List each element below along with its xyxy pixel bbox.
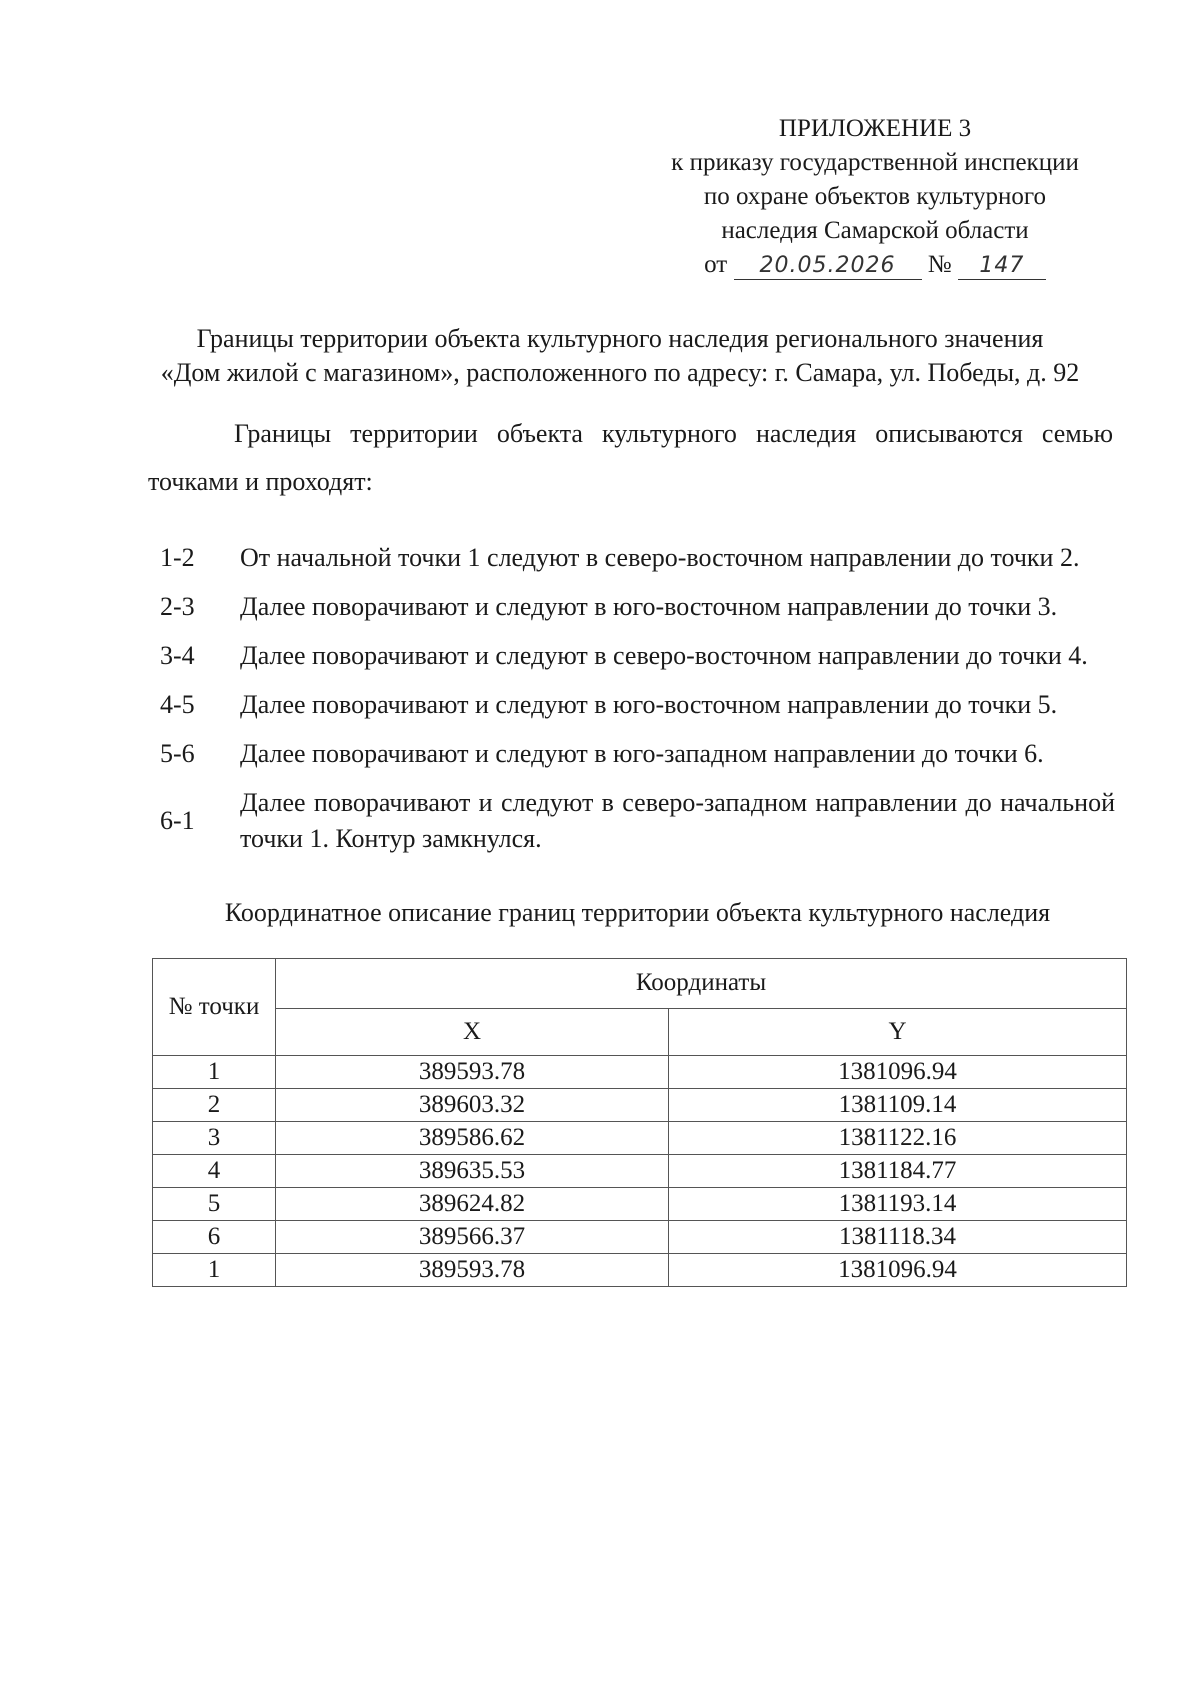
x-cell: 389593.78 (276, 1254, 669, 1287)
y-cell: 1381184.77 (669, 1155, 1127, 1188)
coordinates-header: Координаты (276, 959, 1127, 1009)
y-cell: 1381193.14 (669, 1188, 1127, 1221)
point-cell: 3 (153, 1122, 276, 1155)
appendix-line-1: к приказу государственной инспекции (671, 149, 1079, 176)
point-cell: 1 (153, 1254, 276, 1287)
handwritten-date: 20.05.2026 (734, 253, 922, 280)
route-step-code: 4-5 (160, 690, 195, 719)
route-step (160, 785, 1115, 857)
coordinates-title: Координатное описание границ территории объекта культурного наследия (224, 898, 1051, 927)
heading-line-1: Границы территории объекта культурного наследия регионального значения (196, 324, 1044, 353)
y-cell: 1381096.94 (669, 1254, 1127, 1287)
table-row (153, 1056, 1127, 1089)
appendix-block (640, 112, 1110, 282)
route-step-code: 1-2 (160, 543, 195, 572)
intro-paragraph: Границы территории объекта культурного наследия описываются семью точками и проходят: (148, 419, 1113, 496)
appendix-line-2: по охране объектов культурного (703, 183, 1047, 210)
x-header: X (276, 1008, 669, 1056)
table-row (153, 1221, 1127, 1254)
point-cell: 1 (153, 1056, 276, 1089)
point-cell: 4 (153, 1155, 276, 1188)
x-cell: 389624.82 (276, 1188, 669, 1221)
route-step-text: Далее поворачивают и следуют в юго-восточном направлении до точки 5. (240, 690, 1058, 719)
route-step (160, 540, 1115, 576)
route-step-text: Далее поворачивают и следуют в северо-западном направлении до начальной точки 1. Контур замкнулся. (240, 788, 1115, 853)
document-heading (130, 322, 1110, 390)
date-prefix: от (704, 251, 728, 278)
route-step (160, 736, 1115, 772)
table-row (153, 1155, 1127, 1188)
route-step-code: 5-6 (160, 739, 195, 768)
table-row (153, 1089, 1127, 1122)
route-step (160, 638, 1115, 674)
route-step-text: Далее поворачивают и следуют в юго-западном направлении до точки 6. (240, 739, 1044, 768)
route-step-text: Далее поворачивают и следуют в северо-восточном направлении до точки 4. (240, 641, 1088, 670)
y-cell: 1381109.14 (669, 1089, 1127, 1122)
route-description (160, 540, 1115, 870)
point-cell: 6 (153, 1221, 276, 1254)
x-cell: 389566.37 (276, 1221, 669, 1254)
table-header-row (153, 959, 1127, 1009)
y-cell: 1381118.34 (669, 1221, 1127, 1254)
route-step-code: 6-1 (160, 806, 195, 835)
appendix-title: ПРИЛОЖЕНИЕ 3 (778, 115, 972, 142)
number-prefix: № (927, 251, 952, 278)
table-row (153, 1122, 1127, 1155)
x-cell: 389635.53 (276, 1155, 669, 1188)
y-header: Y (669, 1008, 1127, 1056)
route-step-text: Далее поворачивают и следуют в юго-восточном направлении до точки 3. (240, 592, 1058, 621)
route-step-text: От начальной точки 1 следуют в северо-восточном направлении до точки 2. (240, 543, 1080, 572)
route-step (160, 687, 1115, 723)
point-cell: 2 (153, 1089, 276, 1122)
appendix-line-3: наследия Самарской области (721, 217, 1029, 244)
x-cell: 389603.32 (276, 1089, 669, 1122)
route-step-code: 2-3 (160, 592, 195, 621)
route-step-code: 3-4 (160, 641, 195, 670)
table-row (153, 1254, 1127, 1287)
handwritten-number: 147 (958, 253, 1046, 280)
y-cell: 1381122.16 (669, 1122, 1127, 1155)
y-cell: 1381096.94 (669, 1056, 1127, 1089)
x-cell: 389586.62 (276, 1122, 669, 1155)
point-cell: 5 (153, 1188, 276, 1221)
route-step (160, 589, 1115, 625)
heading-line-2: «Дом жилой с магазином», расположенного по адресу: г. Самара, ул. Победы, д. 92 (160, 358, 1080, 387)
coordinates-table (152, 958, 1127, 1287)
table-row (153, 1188, 1127, 1221)
point-number-header: № точки (153, 959, 276, 1056)
x-cell: 389593.78 (276, 1056, 669, 1089)
table-subheader-row (153, 1008, 1127, 1056)
appendix-date-row (640, 248, 1110, 282)
